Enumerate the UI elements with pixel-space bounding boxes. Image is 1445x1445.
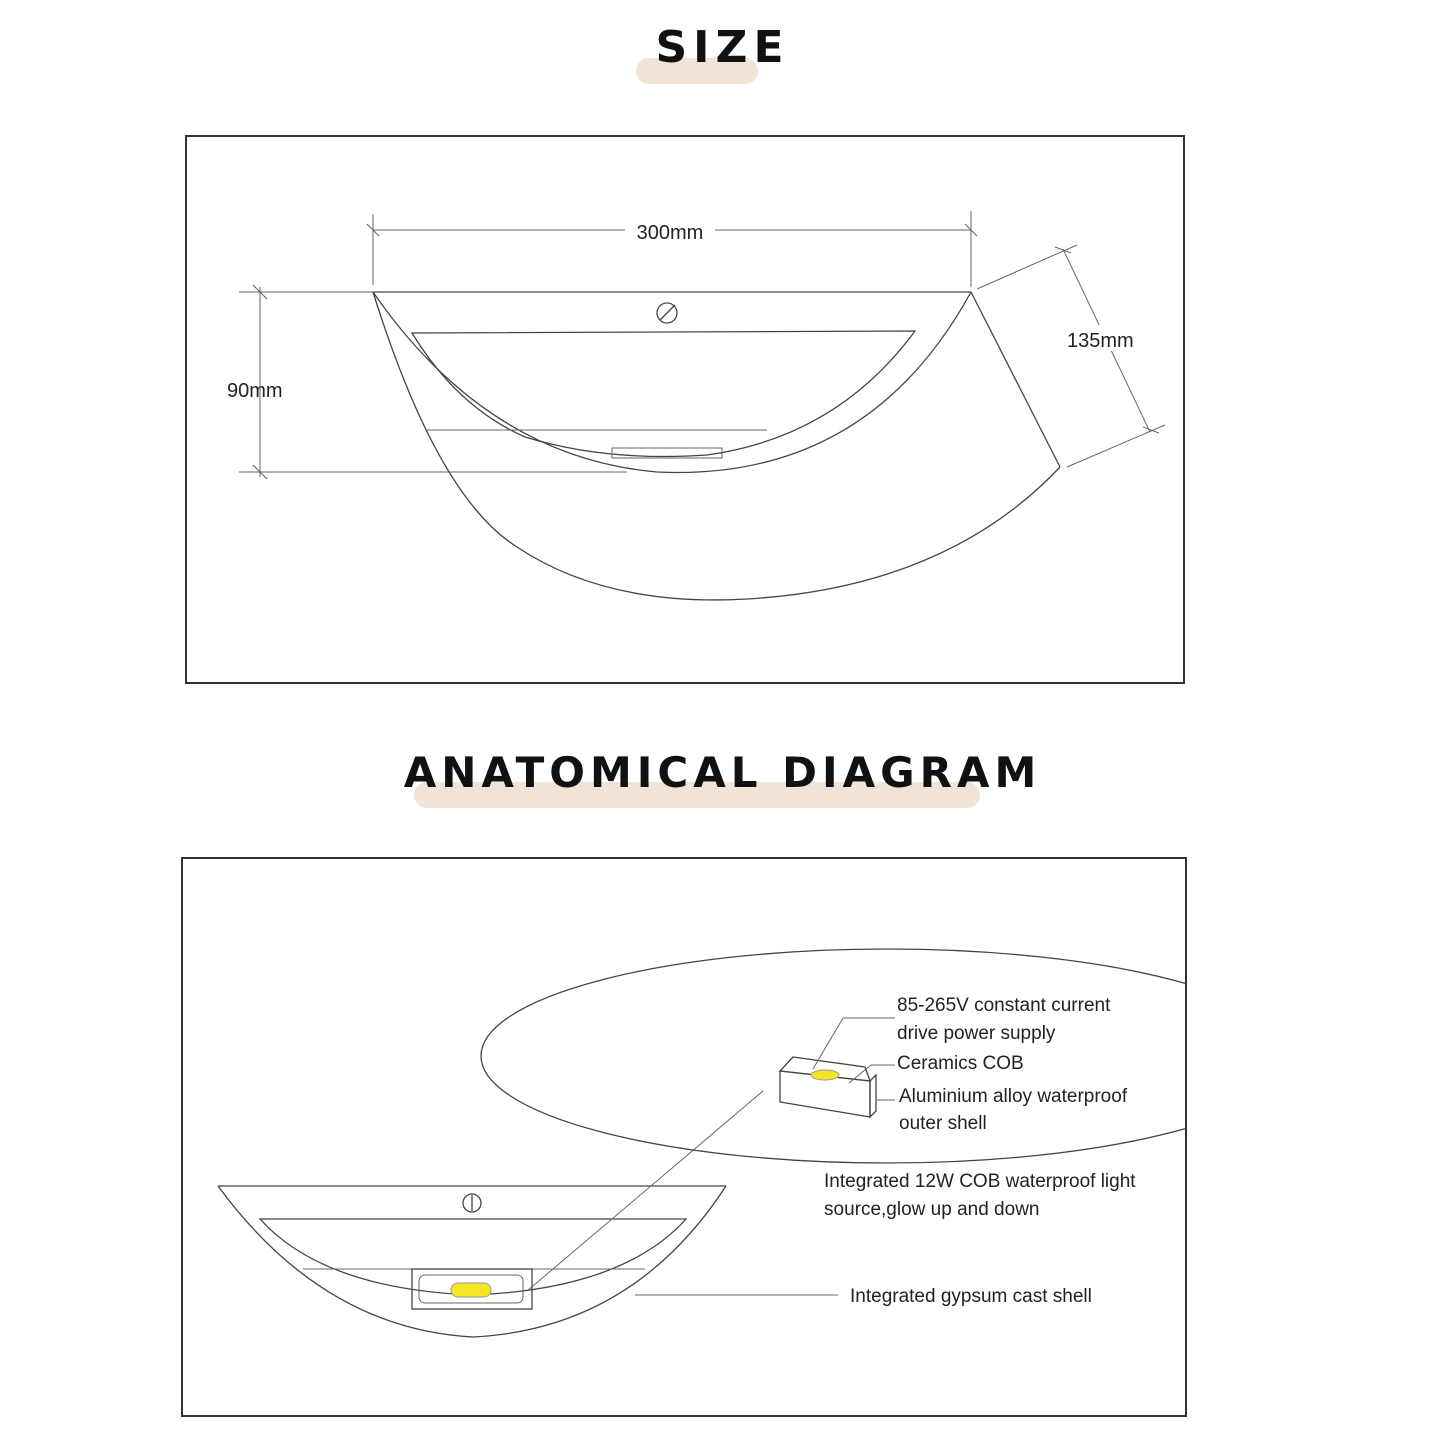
aluminium-shell-label-line1: Aluminium alloy waterproof bbox=[899, 1086, 1128, 1107]
size-heading bbox=[0, 22, 1445, 73]
anatomical-heading bbox=[0, 748, 1445, 797]
zoom-callout-ellipse bbox=[481, 949, 1185, 1163]
ceramics-cob-label: Ceramics COB bbox=[897, 1053, 1024, 1074]
anatomical-diagram bbox=[183, 859, 1185, 1415]
zoom-leader-line bbox=[527, 1091, 763, 1291]
depth-tick-bottom bbox=[1143, 427, 1159, 433]
light-source-label-line2: source,glow up and down bbox=[824, 1199, 1040, 1220]
power-supply-label-line1: 85-265V constant current bbox=[897, 995, 1111, 1016]
cob-chip-enlarged bbox=[811, 1070, 839, 1080]
depth-label: 135mm bbox=[1067, 330, 1134, 352]
size-heading-text: SIZE bbox=[655, 22, 790, 73]
size-diagram bbox=[187, 137, 1183, 682]
anatomical-diagram-panel bbox=[181, 857, 1187, 1417]
cob-module-in-lamp bbox=[412, 1269, 532, 1309]
height-label: 90mm bbox=[227, 380, 283, 402]
size-diagram-panel bbox=[185, 135, 1185, 684]
power-supply-label-line2: drive power supply bbox=[897, 1023, 1056, 1044]
cob-chip-in-lamp bbox=[451, 1283, 491, 1297]
cob-module-enlarged bbox=[780, 1057, 876, 1117]
anatomical-heading-text: ANATOMICAL DIAGRAM bbox=[403, 748, 1042, 797]
depth-extension-bottom bbox=[1067, 425, 1165, 467]
gypsum-shell-label: Integrated gypsum cast shell bbox=[850, 1286, 1092, 1307]
aluminium-shell-label-line2: outer shell bbox=[899, 1113, 987, 1134]
light-source-label-line1: Integrated 12W COB waterproof light bbox=[824, 1171, 1136, 1192]
lamp-front-view bbox=[218, 1186, 726, 1337]
depth-tick-top bbox=[1055, 247, 1071, 253]
width-label: 300mm bbox=[636, 222, 704, 244]
lamp-outline bbox=[373, 292, 1060, 600]
depth-extension-top bbox=[977, 245, 1077, 289]
